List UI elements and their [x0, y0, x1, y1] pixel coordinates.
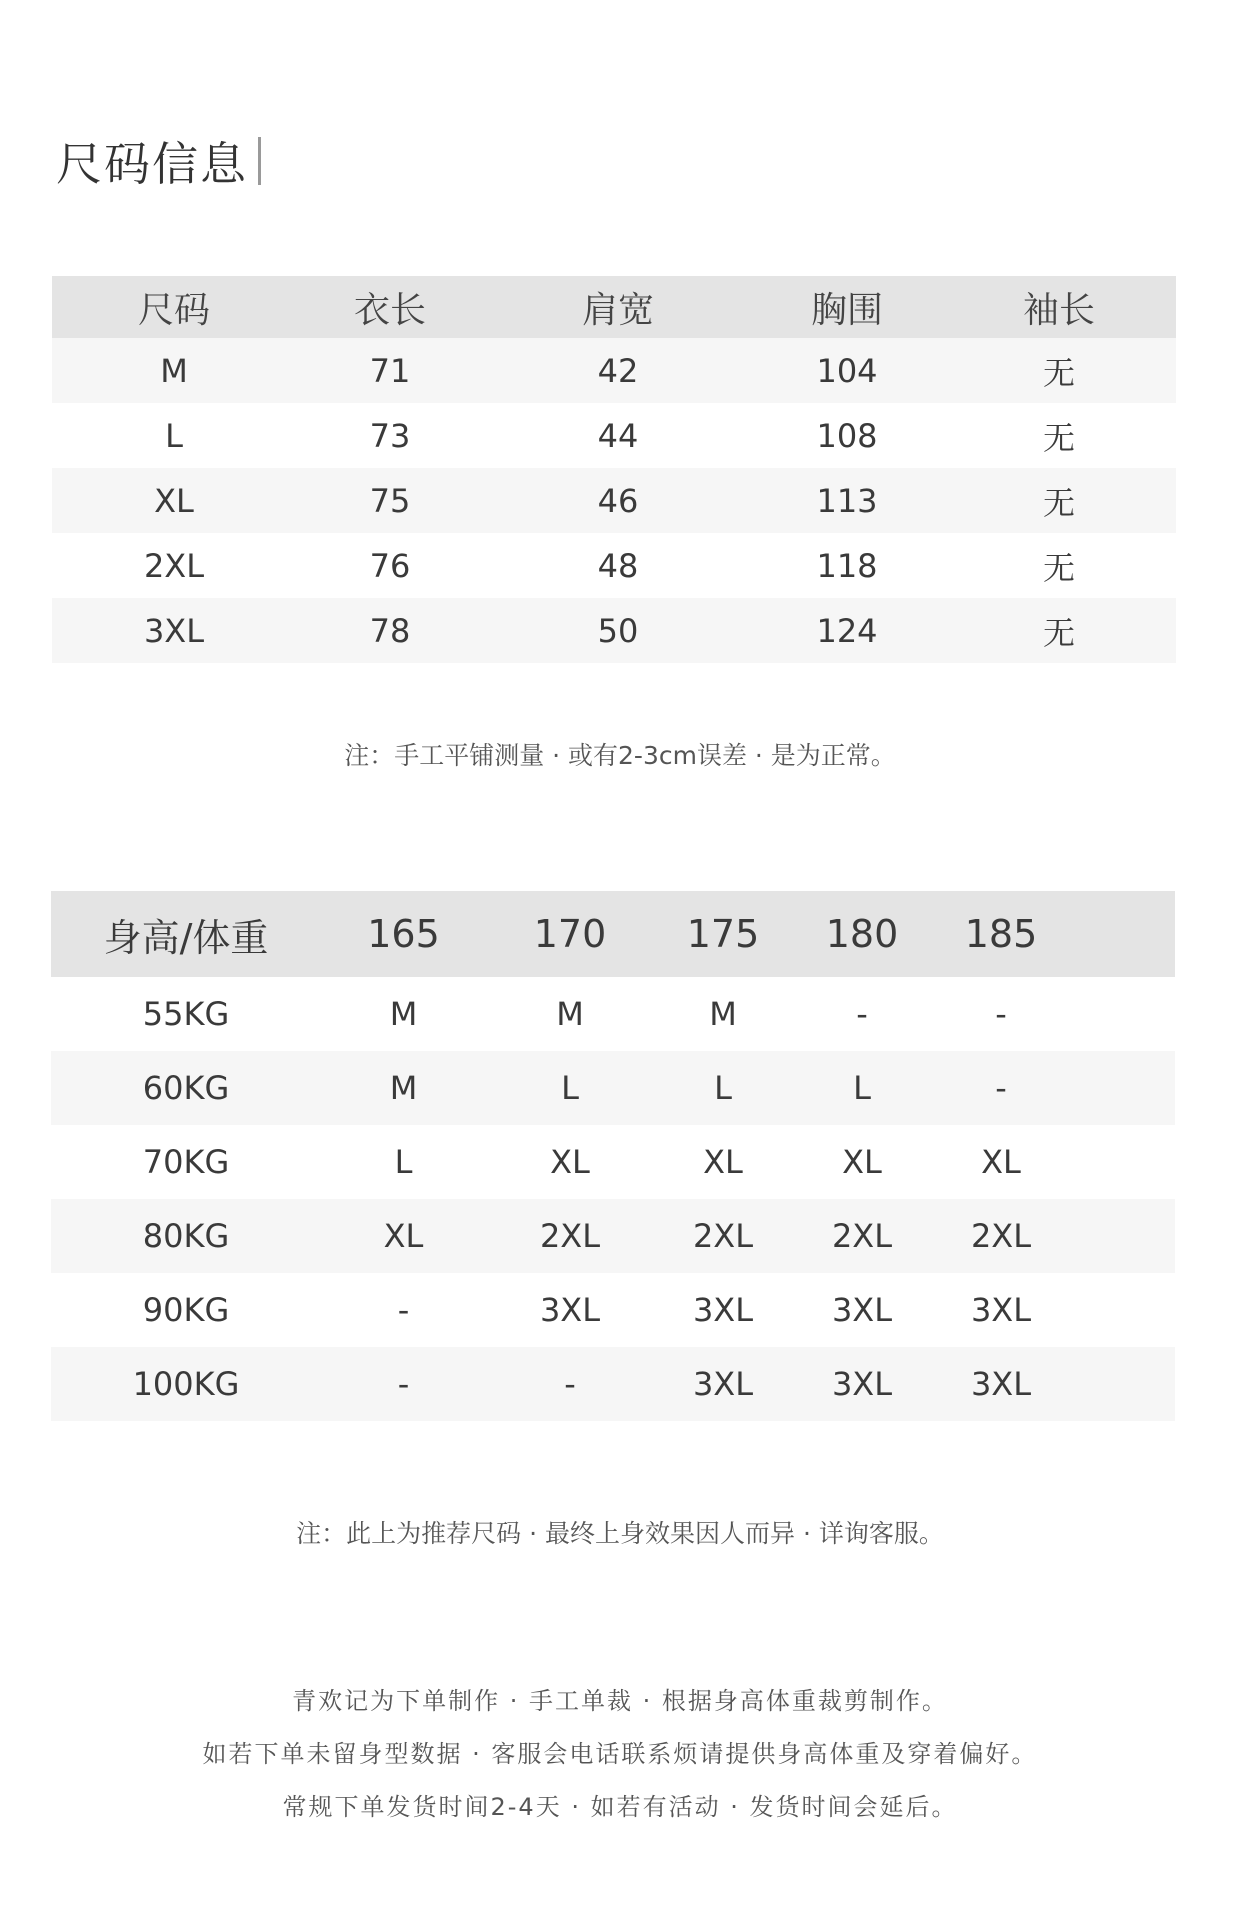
table-cell: 44 [597, 416, 639, 455]
footer-line: 如若下单未留身型数据 · 客服会电话联系烦请提供身高体重及穿着偏好。 [202, 1740, 1038, 1768]
table-cell: - [397, 1365, 410, 1403]
table-cell: 104 [816, 351, 878, 390]
table-cell: 3XL [970, 1291, 1032, 1329]
table-cell: 100KG [132, 1365, 240, 1403]
header-cell: 尺码 [137, 289, 210, 331]
table-cell: 无 [1042, 353, 1075, 392]
table-cell: 78 [369, 611, 411, 650]
table-cell: 无 [1042, 483, 1075, 522]
table-cell: 71 [369, 351, 411, 390]
table-cell: 无 [1042, 613, 1075, 652]
table-cell: 2XL [539, 1217, 601, 1255]
table-cell: - [856, 995, 868, 1033]
footer-line: 青欢记为下单制作 · 手工单裁 · 根据身高体重裁剪制作。 [292, 1687, 948, 1715]
recommend-table-header [51, 891, 1175, 977]
table-cell: 48 [597, 546, 639, 585]
table-cell: 3XL [831, 1291, 893, 1329]
recommend-table [51, 891, 1175, 1421]
recommend-note: 注：此上为推荐尺码 · 最终上身效果因人而异 · 详询客服。 [296, 1519, 944, 1548]
table-cell: 无 [1042, 418, 1075, 457]
header-cell: 165 [367, 912, 440, 956]
table-row [51, 1051, 1175, 1125]
table-row [52, 468, 1176, 533]
table-cell: 2XL [692, 1217, 754, 1255]
table-cell: 55KG [142, 995, 230, 1033]
header-cell: 袖长 [1022, 289, 1095, 331]
table-cell: 60KG [142, 1069, 230, 1107]
table-cell: L [714, 1069, 732, 1107]
table-row [51, 1199, 1175, 1273]
table-cell: - [397, 1291, 410, 1329]
table-cell: 3XL [692, 1365, 754, 1403]
table-cell: 2XL [970, 1217, 1032, 1255]
header-cell: 肩宽 [581, 289, 654, 331]
table-cell: 3XL [970, 1365, 1032, 1403]
table-row [52, 533, 1176, 598]
size-table-header [52, 276, 1176, 338]
table-cell: M [160, 351, 188, 390]
table-cell: 113 [816, 481, 878, 520]
table-cell: - [995, 1069, 1007, 1107]
table-cell: 108 [816, 416, 878, 455]
table-cell: 2XL [143, 546, 205, 585]
table-cell: 70KG [142, 1143, 230, 1181]
table-cell: XL [981, 1143, 1021, 1181]
table-cell: 3XL [539, 1291, 601, 1329]
table-cell: L [165, 416, 183, 455]
table-cell: L [394, 1143, 413, 1181]
header-cell: 185 [964, 912, 1038, 956]
header-cell: 175 [686, 912, 760, 956]
table-cell: 76 [369, 546, 411, 585]
table-row [51, 1273, 1175, 1347]
table-cell: L [561, 1069, 579, 1107]
table-cell: XL [154, 481, 194, 520]
table-cell: 90KG [142, 1291, 230, 1329]
size-table [52, 276, 1176, 663]
table-cell: M [389, 1069, 418, 1107]
page-title-group [56, 128, 261, 194]
page-title: 尺码信息 [56, 137, 248, 191]
table-cell: 3XL [143, 611, 205, 650]
table-cell: 75 [369, 481, 411, 520]
table-cell: - [564, 1365, 576, 1403]
header-cell: 胸围 [810, 289, 883, 331]
table-cell: 46 [597, 481, 639, 520]
table-cell: 2XL [831, 1217, 893, 1255]
header-cell: 身高/体重 [103, 915, 269, 960]
table-row [52, 403, 1176, 468]
header-cell: 衣长 [353, 289, 426, 331]
table-cell: 42 [597, 351, 639, 390]
header-cell: 180 [825, 912, 899, 956]
table-cell: 80KG [142, 1217, 230, 1255]
table-cell: 3XL [831, 1365, 893, 1403]
table-cell: M [389, 995, 418, 1033]
table-cell: XL [550, 1143, 590, 1181]
table-cell: XL [842, 1143, 882, 1181]
size-note: 注：手工平铺测量 · 或有2-3cm误差 · 是为正常。 [344, 741, 896, 770]
table-cell: XL [703, 1143, 743, 1181]
table-row [52, 338, 1176, 403]
table-cell: M [709, 995, 737, 1033]
table-cell: XL [383, 1217, 424, 1255]
table-cell: L [853, 1069, 871, 1107]
table-cell: M [556, 995, 584, 1033]
table-cell: 73 [369, 416, 411, 455]
table-row [51, 1125, 1175, 1199]
table-cell: 3XL [692, 1291, 754, 1329]
table-cell: 无 [1042, 548, 1075, 587]
table-cell: 50 [597, 611, 639, 650]
table-row [52, 598, 1176, 663]
table-cell: 124 [816, 611, 878, 650]
table-row [51, 977, 1175, 1051]
table-cell: 118 [816, 546, 878, 585]
title-divider [258, 137, 261, 185]
footer-line: 常规下单发货时间2-4天 · 如若有活动 · 发货时间会延后。 [282, 1793, 958, 1821]
header-cell: 170 [533, 912, 607, 956]
table-row [51, 1347, 1175, 1421]
table-cell: - [995, 995, 1007, 1033]
